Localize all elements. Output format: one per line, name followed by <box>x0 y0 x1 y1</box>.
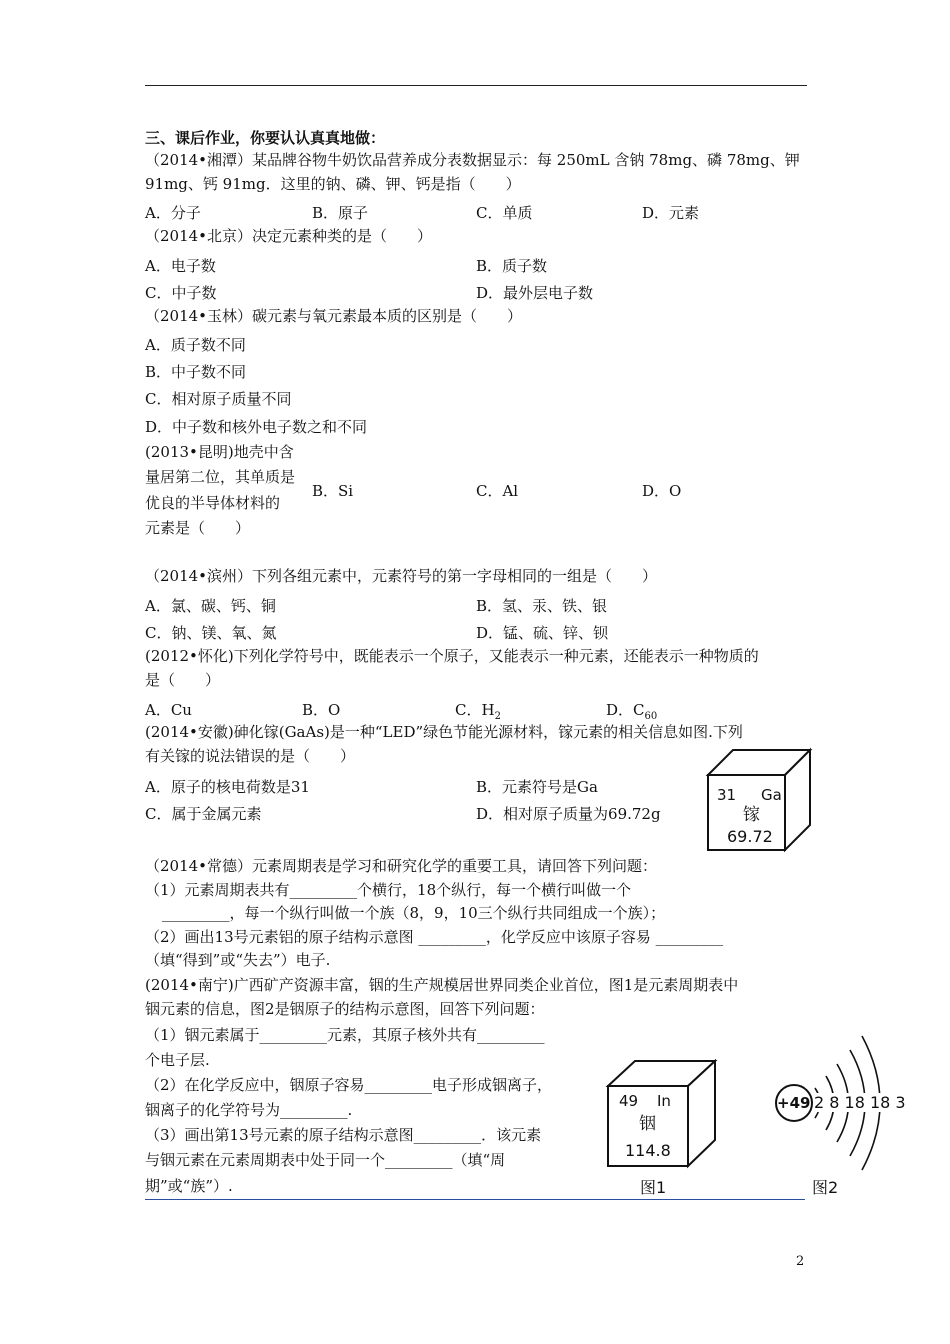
q9-part2-line2: 铟离子的化学符号为_________. <box>145 1101 353 1119</box>
figure1-caption: 图1 <box>640 1178 667 1197</box>
q4-line1: (2013•昆明)地壳中含 <box>145 443 294 461</box>
q5-option-d: D．锰、硫、锌、钡 <box>476 624 609 642</box>
q1-option-d: D．元素 <box>642 204 700 222</box>
gallium-element-card <box>705 745 815 855</box>
q4-option-b: B．Si <box>312 482 354 500</box>
q9-part1-line2: 个电子层. <box>145 1051 210 1069</box>
q2-option-a: A．电子数 <box>145 257 216 275</box>
atom-shell-electrons: 2 8 18 18 3 <box>814 1093 906 1112</box>
q3-option-c: C．相对原子质量不同 <box>145 390 292 408</box>
q4-line4: 元素是（ ） <box>145 519 251 537</box>
q7-option-c: C．属于金属元素 <box>145 805 262 823</box>
q2-option-d: D．最外层电子数 <box>476 284 594 302</box>
q6-line1: (2012•怀化)下列化学符号中，既能表示一个原子，又能表示一种元素，还能表示一种物质的 <box>145 647 759 665</box>
q9-part3-line2: 与铟元素在元素周期表中处于同一个_________（填“周 <box>145 1151 506 1169</box>
q8-stem: （2014•常德）元素周期表是学习和研究化学的重要工具，请回答下列问题： <box>145 857 658 875</box>
q4-option-c: C．Al <box>476 482 519 500</box>
q7-option-b: B．元素符号是Ga <box>476 778 598 796</box>
q9-part2-line1: （2）在化学反应中，铟原子容易_________电子形成铟离子， <box>145 1076 553 1094</box>
ga-name: 镓 <box>743 805 760 825</box>
in-atomic-number: 49 <box>619 1092 639 1110</box>
q7-line1: (2014•安徽)砷化镓(GaAs)是一种“LED”绿色节能光源材料，镓元素的相关信息如图.下列 <box>145 723 743 741</box>
q4-line3: 优良的半导体材料的 <box>145 494 281 512</box>
q1-line2: 91mg、钙 91mg．这里的钠、磷、钾、钙是指（ ） <box>145 175 521 193</box>
q2-option-b: B．质子数 <box>476 257 548 275</box>
q6-option-d-text: D．C <box>606 701 645 719</box>
q2-stem: （2014•北京）决定元素种类的是（ ） <box>145 227 433 245</box>
figure2-caption: 图2 <box>812 1178 839 1197</box>
q6-option-d-sub: 60 <box>644 711 658 722</box>
q5-option-b: B．氢、汞、铁、银 <box>476 597 608 615</box>
ga-atomic-number: 31 <box>717 786 737 804</box>
q6-option-b: B．O <box>302 701 341 719</box>
in-mass: 114.8 <box>625 1141 671 1160</box>
q6-option-c-sub: 2 <box>494 711 501 722</box>
q8-part2-line1: （2）画出13号元素铝的原子结构示意图 _________，化学反应中该原子容易 _________ <box>145 928 724 946</box>
q7-option-d: D．相对原子质量为69.72g <box>476 805 661 823</box>
section-title: 三、课后作业，你要认认真真地做： <box>145 129 386 147</box>
q1-line1: （2014•湘潭）某品牌谷物牛奶饮品营养成分表数据显示：每 250mL 含钠 78mg、磷 78mg、钾 <box>145 151 800 169</box>
q2-option-c: C．中子数 <box>145 284 217 302</box>
q9-part3-line1: （3）画出第13号元素的原子结构示意图_________．该元素 <box>145 1126 542 1144</box>
q3-stem: （2014•玉林）碳元素与氧元素最本质的区别是（ ） <box>145 307 523 325</box>
q3-option-d: D．中子数和核外电子数之和不同 <box>145 418 368 436</box>
q1-option-a: A．分子 <box>145 204 201 222</box>
q5-option-c: C．钠、镁、氧、氮 <box>145 624 277 642</box>
q3-option-a: A．质子数不同 <box>145 336 246 354</box>
q6-option-c-text: C．H <box>455 701 495 719</box>
header-rule <box>145 85 807 86</box>
q9-line1: (2014•南宁)广西矿产资源丰富，铟的生产规模居世界同类企业首位，图1是元素周期表中 <box>145 976 739 994</box>
q8-part1-line2: _________，每一个纵行叫做一个族（8，9，10三个纵行共同组成一个族）； <box>162 904 666 922</box>
indium-element-card <box>605 1058 720 1170</box>
q6-line2: 是（ ） <box>145 671 221 689</box>
in-name: 铟 <box>639 1114 656 1134</box>
q8-part2-line2: （填“得到”或“失去”）电子. <box>145 951 331 969</box>
q9-part1-line1: （1）铟元素属于_________元素，其原子核外共有_________ <box>145 1026 545 1044</box>
q7-option-a: A．原子的核电荷数是31 <box>145 778 310 796</box>
q4-line2: 量居第二位，其单质是 <box>145 468 296 486</box>
ga-mass: 69.72 <box>727 827 773 846</box>
in-symbol: In <box>657 1092 671 1110</box>
q9-part3-line3: 期”或“族”）. <box>145 1177 233 1195</box>
q8-part1-line1: （1）元素周期表共有_________个横行，18个纵行，每一个横行叫做一个 <box>145 881 632 899</box>
footer-rule <box>145 1199 805 1200</box>
q1-option-b: B．原子 <box>312 204 369 222</box>
q3-option-b: B．中子数不同 <box>145 363 247 381</box>
q7-line2: 有关镓的说法错误的是（ ） <box>145 747 356 765</box>
q1-option-c: C．单质 <box>476 204 533 222</box>
q5-stem: （2014•滨州）下列各组元素中，元素符号的第一字母相同的一组是（ ） <box>145 567 658 585</box>
q9-line2: 铟元素的信息，图2是铟原子的结构示意图，回答下列问题： <box>145 1000 545 1018</box>
q6-option-a: A．Cu <box>145 701 192 719</box>
atom-nucleus-charge: +49 <box>777 1094 811 1112</box>
q4-option-d: D．O <box>642 482 682 500</box>
page-number: 2 <box>796 1254 805 1269</box>
q5-option-a: A．氯、碳、钙、铜 <box>145 597 276 615</box>
ga-symbol: Ga <box>761 786 782 804</box>
